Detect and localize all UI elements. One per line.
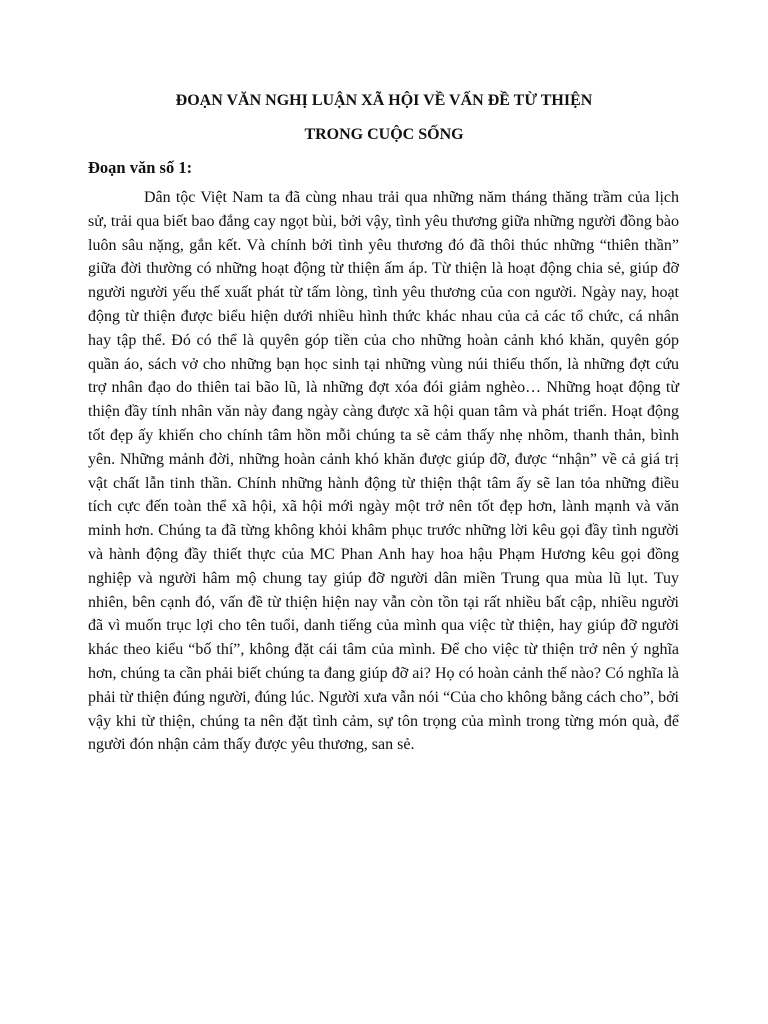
body-paragraph: Dân tộc Việt Nam ta đã cùng nhau trải qua những năm tháng thăng trầm của lịch sử, trải qua biết bao đắng cay ngọt bùi, bởi vậy, tình yêu thương giữa những người đồng bào luôn sâu nặng, gắn kết. Và chính bởi tình yêu thương đó đã thôi thúc những “thiên thần” giữa đời thường có những hoạt động từ thiện ấm áp. Từ thiện là hoạt động chia sẻ, giúp đỡ người người yếu thế xuất phát từ tấm lòng, tình yêu thương của con người. Ngày nay, hoạt động từ thiện được biểu hiện dưới nhiều hình thức khác nhau của cả các tổ chức, cá nhân hay tập thể. Đó có thể là quyên góp tiền của cho những hoàn cảnh khó khăn, quyên góp quần áo, sách vở cho những bạn học sinh tại những vùng núi thiếu thốn, là những đợt cứu trợ nhân đạo do thiên tai bão lũ, là những đợt xóa đói giảm nghèo… Những hoạt động từ thiện đầy tính nhân văn này đang ngày càng được xã hội quan tâm và phát triển. Hoạt động tốt đẹp ấy khiến cho chính tâm hồn mỗi chúng ta sẽ cảm thấy nhẹ nhõm, thanh thản, bình yên. Những mảnh đời, những hoàn cảnh khó khăn được giúp đỡ, được “nhận” về cả giá trị vật chất lẫn tinh thần. Chính những hành động từ thiện thật tâm ấy sẽ lan tỏa những điều tích cực đến toàn thể xã hội, xã hội mới ngày một trở nên tốt đẹp hơn, lành mạnh và văn minh hơn. Chúng ta đã từng không khỏi khâm phục trước những lời kêu gọi đầy tình người và hành động đầy thiết thực của MC Phan Anh hay hoa hậu Phạm Hương kêu gọi đồng nghiệp và người hâm mộ chung tay giúp đỡ người dân miền Trung qua mùa lũ lụt. Tuy nhiên, bên cạnh đó, vấn đề từ thiện hiện nay vẫn còn tồn tại rất nhiều bất cập, nhiều người đã vì muốn trục lợi cho tên tuổi, danh tiếng của mình qua việc từ thiện, hay giúp đỡ người khác theo kiểu “bố thí”, không đặt cái tâm của mình. Để cho việc từ thiện trở nên ý nghĩa hơn, chúng ta cần phải biết chúng ta đang giúp đỡ ai? Họ có hoàn cảnh thế nào? Có nghĩa là phải từ thiện đúng người, đúng lúc. Người xưa vẫn nói “Của cho không bằng cách cho”, bởi vậy khi từ thiện, chúng ta nên đặt tình cảm, sự tôn trọng của mình trong từng món quà, để người đón nhận cảm thấy được yêu thương, san sẻ. <box>88 189 679 754</box>
section-label: Đoạn văn số 1: <box>88 158 193 177</box>
document-title-line-2: TRONG CUỘC SỐNG <box>304 126 464 143</box>
document-title-line-1: ĐOẠN VĂN NGHỊ LUẬN XÃ HỘI VỀ VẤN ĐỀ TỪ THIỆN <box>175 92 593 109</box>
